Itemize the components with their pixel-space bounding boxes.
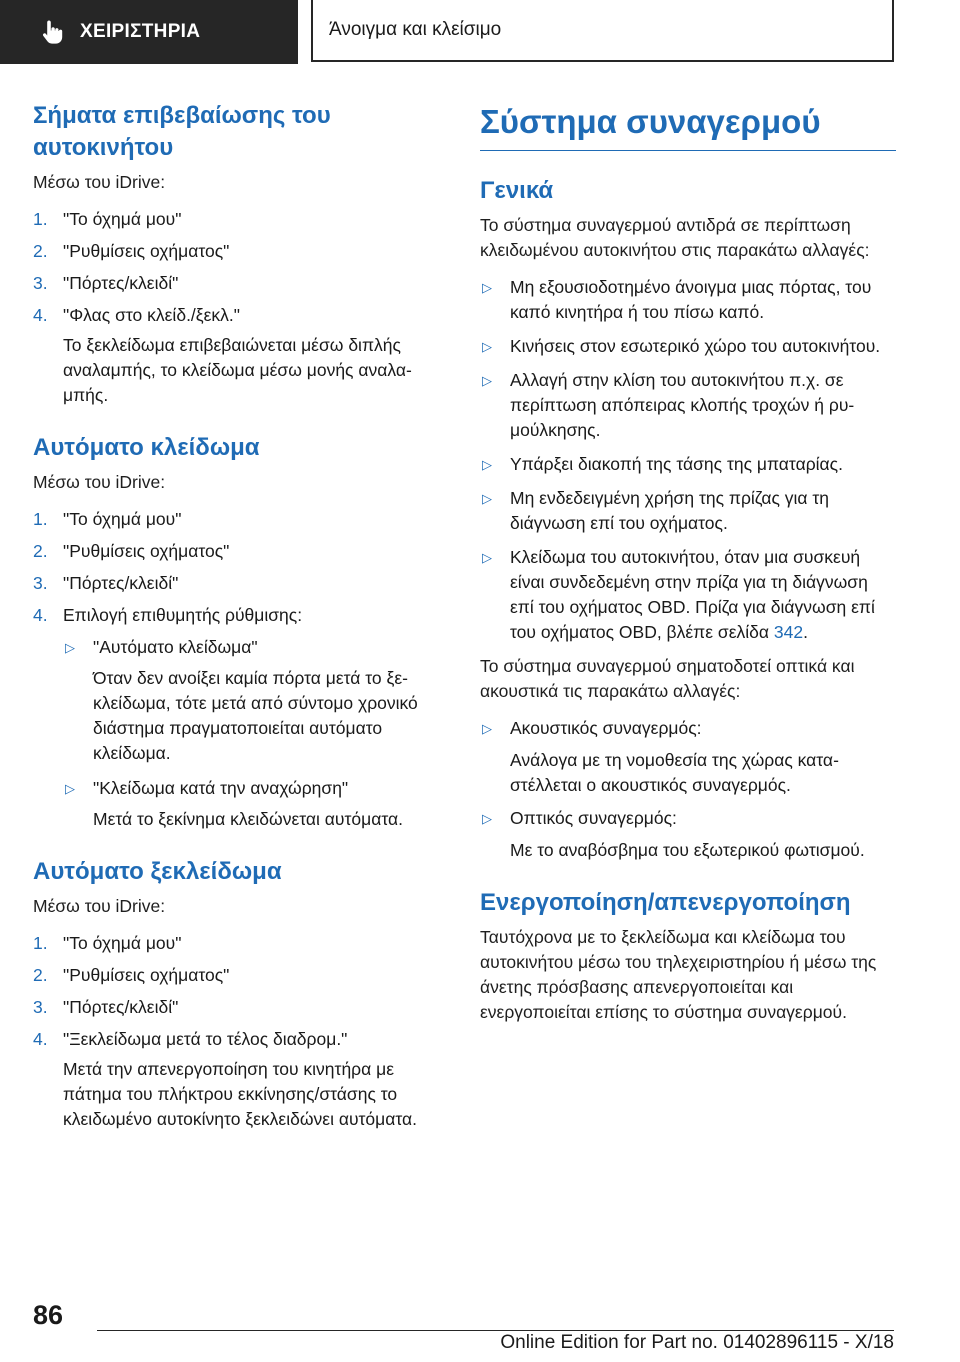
bullet-triangle-icon: ▷ — [482, 721, 492, 736]
section-activation — [480, 887, 896, 1025]
hand-pointer-icon — [42, 19, 64, 45]
bullet-triangle-icon: ▷ — [482, 811, 492, 826]
bullet-triangle-icon: ▷ — [482, 550, 492, 565]
list-item: 4. "Ξεκλείδωμα μετά το τέλος διαδρομ." — [33, 1029, 348, 1049]
section-auto-unlock — [33, 856, 448, 1132]
header-section-tab — [0, 0, 298, 64]
section-confirmation-signals — [33, 100, 448, 408]
intro-text: Μέσω του iDrive: — [33, 172, 166, 192]
bullet-item: ▷ Κινήσεις στον εσωτερικό χώρο του αυτοκινήτου. — [480, 334, 896, 359]
section-title: ΧΕΙΡΙΣΤΗΡΙΑ — [80, 21, 201, 42]
option-item: ▷ "Αυτόματο κλείδωμα" — [63, 635, 448, 660]
list-item: 2. "Ρυθμίσεις οχήματος" — [33, 965, 230, 985]
section-heading: Αυτόματο ξεκλείδωμα — [33, 858, 282, 885]
signal-intro: Το σύστημα συναγερμού σηματοδοτεί οπτικά και ακουστικά τις παρακάτω αλλαγές: — [480, 656, 855, 701]
section-heading: Σήματα επιβεβαίωσης του αυτοκινήτου — [33, 102, 331, 161]
list-item: 3. "Πόρτες/κλειδί" — [33, 573, 179, 593]
intro-text: Μέσω του iDrive: — [33, 472, 166, 492]
list-item: 1. "Το όχημά μου" — [33, 509, 182, 529]
section-heading: Γενικά — [480, 177, 554, 204]
bullet-item: ▷ Υπάρξει διακοπή της τάσης της μπαταρίας. — [480, 452, 896, 477]
option-item: ▷ "Κλείδωμα κατά την αναχώρηση" — [63, 776, 448, 801]
section-heading: Αυτόματο κλείδωμα — [33, 434, 260, 461]
bullet-triangle-icon: ▷ — [482, 373, 492, 388]
bullet-description: Ανάλογα με τη νομοθεσία της χώρας καταστέλλεται ο ακουστικός συναγερμός. — [510, 750, 839, 795]
bullet-item: ▷ Αλλαγή στην κλίση του αυτοκινήτου π.χ. σε περίπτωση απόπειρας κλοπής τροχών ή ρυμούλκησης. — [480, 368, 896, 443]
list-item: 2. "Ρυθμίσεις οχήματος" — [33, 541, 230, 561]
list-item: 1. "Το όχημά μου" — [33, 209, 182, 229]
step-note: Μετά την απενεργοποίηση του κινητήρα με πάτημα του πλήκτρου εκκίνησης/στάσης το κλειδωμένο αυτοκίνητο ξεκλειδώνει αυτόματα. — [63, 1059, 417, 1129]
list-item: 2. "Ρυθμίσεις οχήματος" — [33, 241, 230, 261]
page-link[interactable]: 342 — [773, 622, 804, 642]
option-description: Μετά το ξεκίνημα κλειδώνεται αυτόματα. — [93, 809, 403, 829]
bullet-item: ▷ Μη εξουσιοδοτημένο άνοιγμα μιας πόρτας, του καπό κινητήρα ή του πίσω καπό. — [480, 275, 896, 325]
option-list — [33, 635, 448, 832]
body-text: Ταυτόχρονα με το ξεκλείδωμα και κλείδωμα του αυτοκινήτου μέσω του τηλεχειριστηρίου ή μέσω της άνετης πρόσβασης απενεργοποιείται και ενεργοποιείται επίσης το σύστημα συναγερμού. — [480, 927, 877, 1022]
bullet-triangle-icon: ▷ — [482, 280, 492, 295]
footer-divider — [97, 1330, 894, 1331]
section-general — [480, 175, 896, 863]
bullet-triangle-icon: ▷ — [65, 781, 75, 796]
bullet-item: ▷ Κλείδωμα του αυτοκινήτου, όταν μια συσκευή είναι συνδεδεμένη στην πρίζα για τη διάγνωση επί του οχήματος OBD. Πρίζα για διάγνωση επί του οχήματος OBD, βλέπε σελίδα 342. — [480, 545, 896, 645]
intro-text: Μέσω του iDrive: — [33, 896, 166, 916]
bullet-item: ▷ Ακουστικός συναγερμός: — [480, 716, 896, 741]
right-column — [480, 100, 896, 1049]
bullet-triangle-icon: ▷ — [482, 491, 492, 506]
list-item: 3. "Πόρτες/κλειδί" — [33, 273, 179, 293]
option-description: Όταν δεν ανοίξει καμία πόρτα μετά το ξεκλείδωμα, τότε μετά από σύντομο χρονικό διάστημα πραγματοποιείται αυτόματο κλείδωμα. — [93, 668, 418, 763]
list-item: 3. "Πόρτες/κλειδί" — [33, 997, 179, 1017]
left-column — [33, 100, 448, 1156]
bullet-description: Με το αναβόσβημα του εξωτερικού φωτισμού. — [510, 840, 865, 860]
section-auto-lock — [33, 432, 448, 832]
step-note: Το ξεκλείδωμα επιβεβαιώνεται μέσω διπλής αναλαμπής, το κλείδωμα μέσω μονής αναλαμπής. — [63, 335, 412, 405]
intro-text: Το σύστημα συναγερμού αντιδρά σε περίπτωση κλειδωμένου αυτοκινήτου στις παρακάτω αλλαγές: — [480, 215, 870, 260]
list-item: 4. "Φλας στο κλείδ./ξεκλ." — [33, 305, 240, 325]
bullet-triangle-icon: ▷ — [482, 339, 492, 354]
chapter-heading: Σύστημα συναγερμού — [480, 100, 896, 151]
list-item: 1. "Το όχημά μου" — [33, 933, 182, 953]
edition-text: Online Edition for Part no. 01402896115 - X/18 — [500, 1332, 894, 1353]
bullet-triangle-icon: ▷ — [65, 640, 75, 655]
bullet-item: ▷ Οπτικός συναγερμός: — [480, 806, 896, 831]
bullet-item: ▷ Μη ενδεδειγμένη χρήση της πρίζας για τη διάγνωση επί του οχήματος. — [480, 486, 896, 536]
page-number: 86 — [33, 1300, 64, 1330]
chapter-title: Άνοιγμα και κλείσιμο — [311, 0, 894, 62]
bullet-triangle-icon: ▷ — [482, 457, 492, 472]
list-item: 4. Επιλογή επιθυμητής ρύθμισης: — [33, 605, 303, 625]
section-heading: Ενεργοποίηση/απενεργοποίηση — [480, 889, 851, 916]
